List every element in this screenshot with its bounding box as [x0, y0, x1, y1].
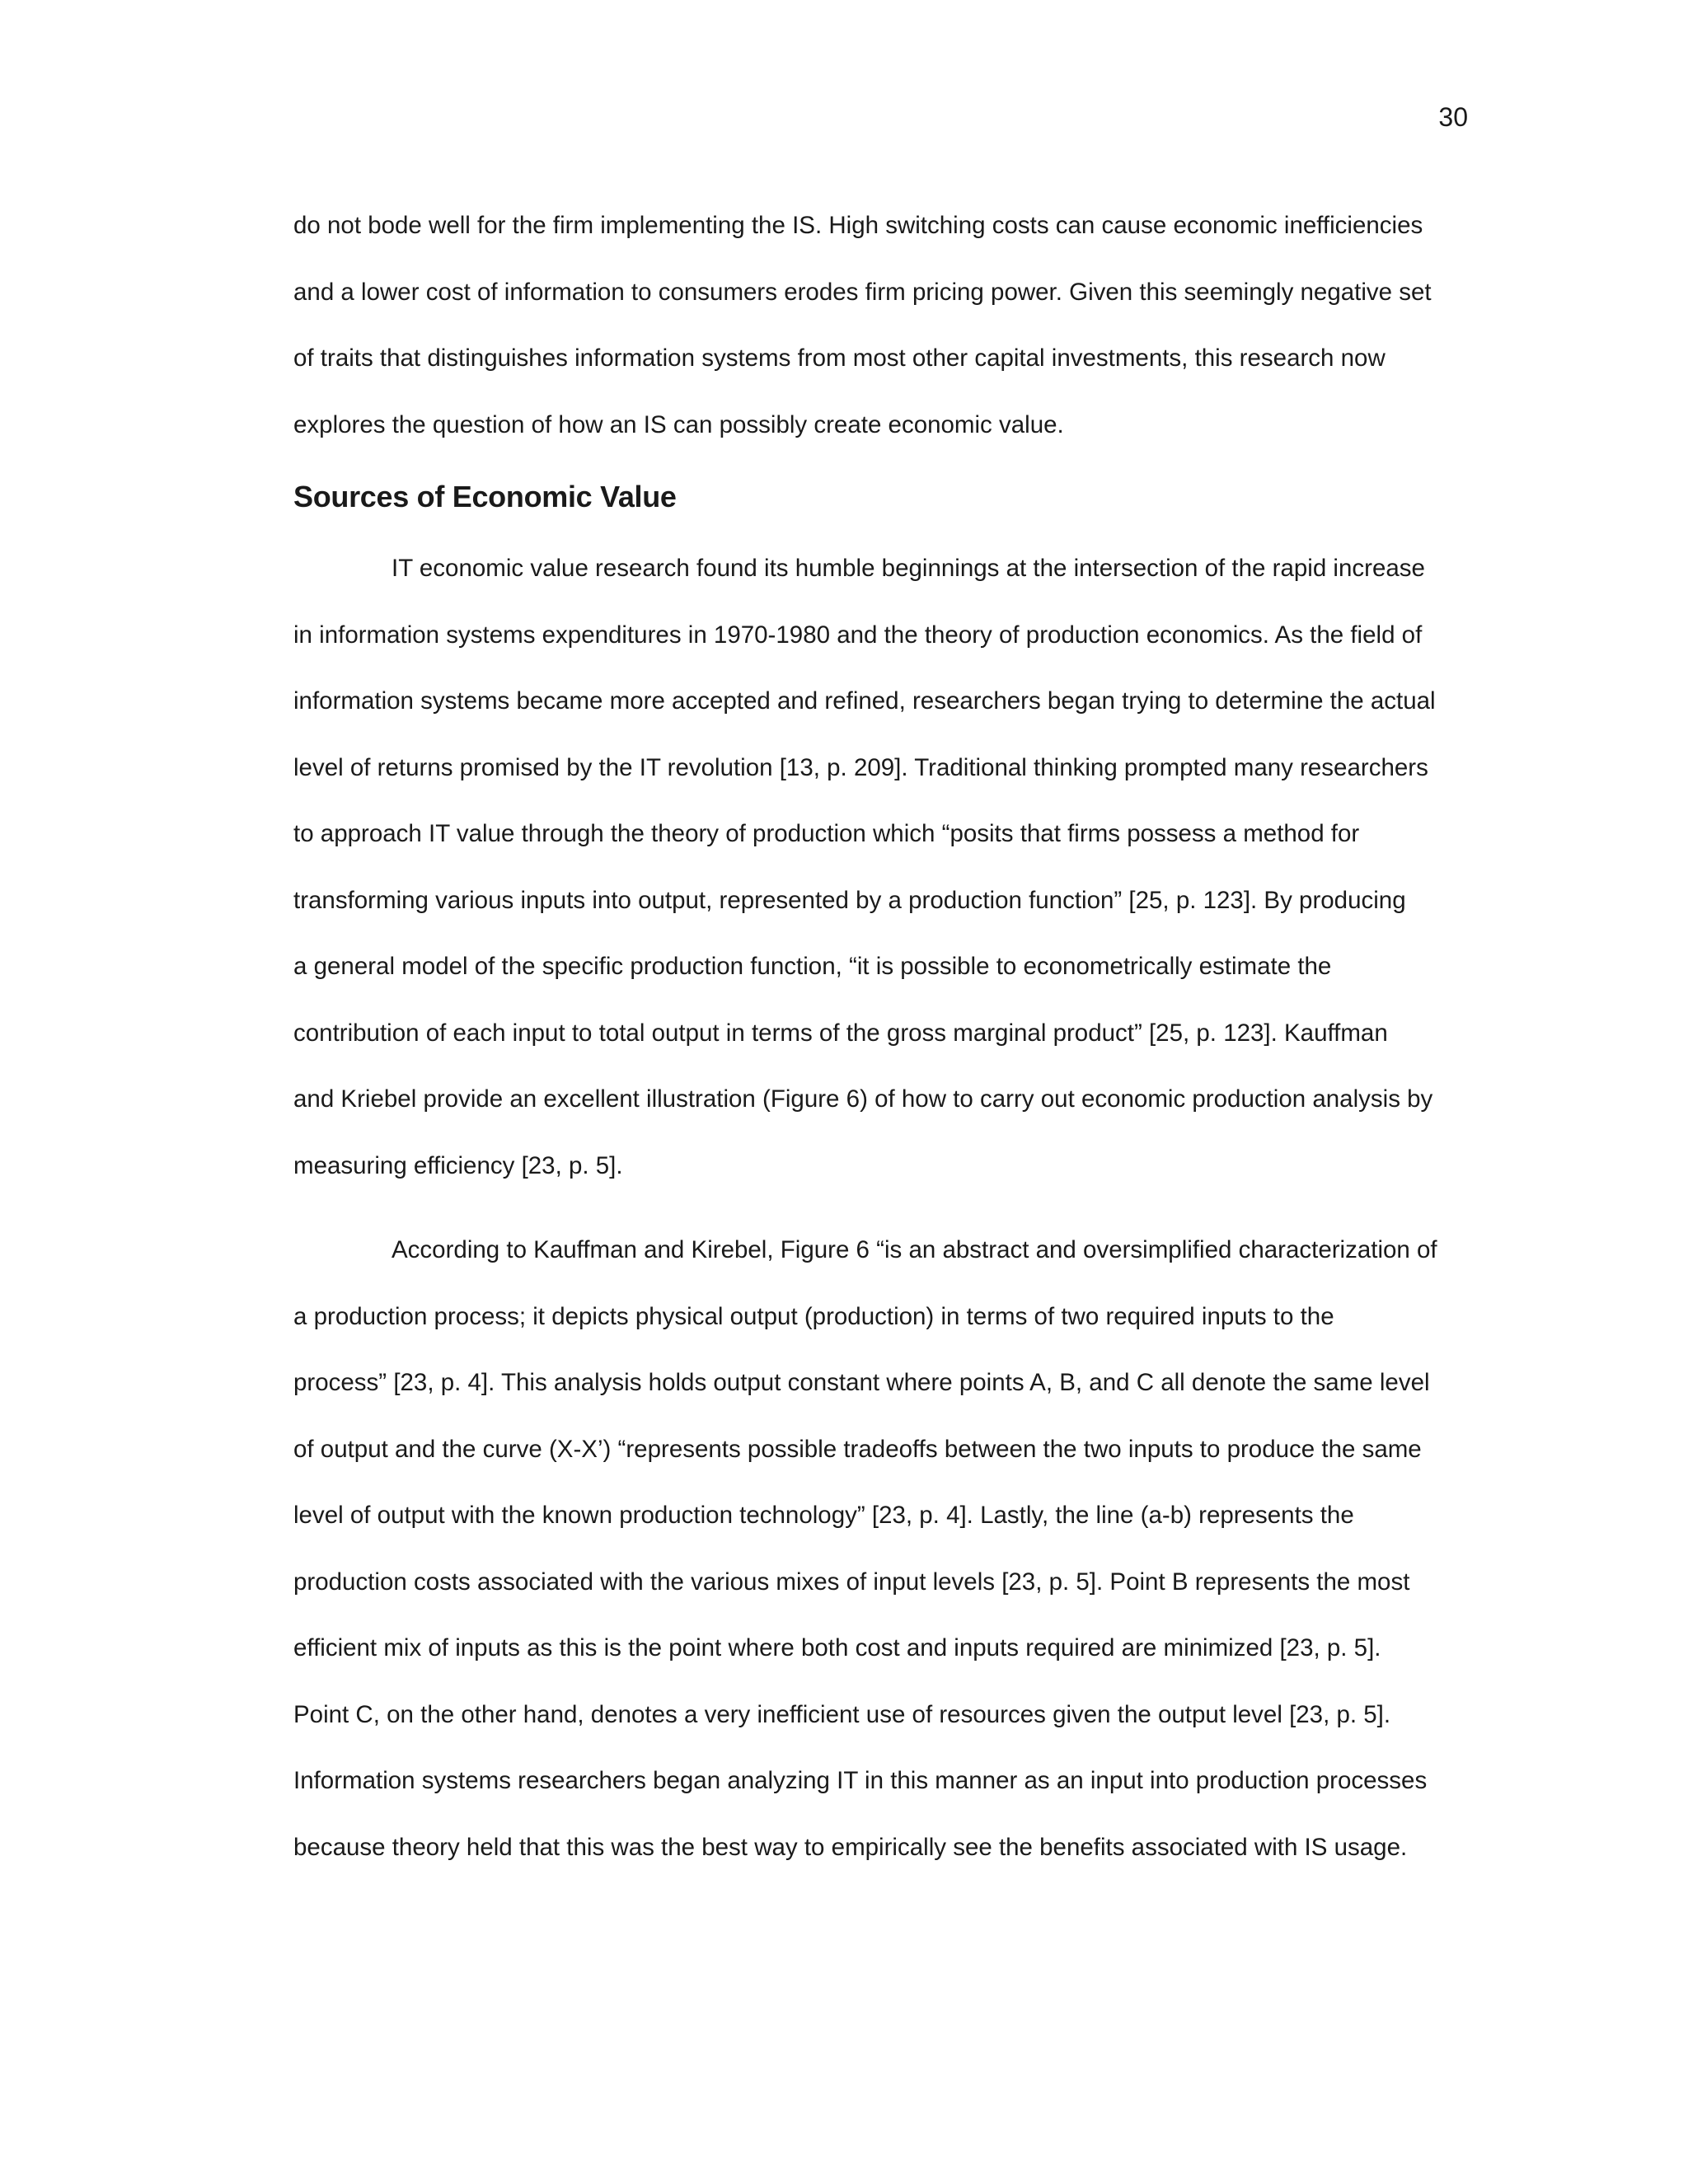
text-line: to approach IT value through the theory of production which “posits that firms possess a method for: [293, 820, 1360, 847]
text-line: of traits that distinguishes information systems from most other capital investments, this research now: [293, 344, 1386, 372]
text-line: According to Kauffman and Kirebel, Figure 6 “is an abstract and oversimplified characterization of: [392, 1236, 1437, 1263]
text-line: do not bode well for the firm implementing the IS. High switching costs can cause economic inefficiencies: [293, 212, 1423, 239]
text-line: IT economic value research found its humble beginnings at the intersection of the rapid increase: [392, 555, 1425, 582]
text-line: production costs associated with the various mixes of input levels [23, p. 5]. Point B represents the most: [293, 1568, 1410, 1596]
intro-paragraph: [293, 193, 1477, 458]
text-line: a production process; it depicts physical output (production) in terms of two required inputs to the: [293, 1302, 1334, 1330]
text-line: of output and the curve (X-X’) “represents possible tradeoffs between the two inputs to produce the same: [293, 1435, 1422, 1463]
text-line: and a lower cost of information to consumers erodes firm pricing power. Given this seemingly negative set: [293, 278, 1432, 306]
paragraph-figure-6-analysis: [293, 1217, 1477, 1881]
paragraph-production-theory: [293, 536, 1477, 1199]
text-line: Information systems researchers began analyzing IT in this manner as an input into production processes: [293, 1767, 1428, 1794]
text-line: contribution of each input to total output in terms of the gross marginal product” [25, p. 123]. Kauffman: [293, 1019, 1388, 1047]
text-line: information systems became more accepted and refined, researchers began trying to determine the actual: [293, 687, 1436, 715]
text-line: level of output with the known production technology” [23, p. 4]. Lastly, the line (a-b) represents the: [293, 1502, 1354, 1529]
text-line: transforming various inputs into output, represented by a production function” [25, p. 123]. By producing: [293, 886, 1406, 914]
text-line: because theory held that this was the best way to empirically see the benefits associated with IS usage.: [293, 1833, 1408, 1861]
text-line: in information systems expenditures in 1970-1980 and the theory of production economics. As the field of: [293, 621, 1423, 649]
section-heading: Sources of Economic Value: [293, 480, 677, 513]
text-line: process” [23, p. 4]. This analysis holds output constant where points A, B, and C all denote the same level: [293, 1369, 1430, 1396]
body-text: [293, 193, 1477, 1881]
text-line: level of returns promised by the IT revolution [13, p. 209]. Traditional thinking prompted many researchers: [293, 753, 1428, 781]
text-line: a general model of the specific production function, “it is possible to econometrically estimate the: [293, 953, 1332, 980]
text-line: measuring efficiency [23, p. 5].: [293, 1151, 623, 1179]
text-line: efficient mix of inputs as this is the point where both cost and inputs required are minimized [23, p. 5].: [293, 1634, 1381, 1661]
page-number: 30: [1438, 102, 1468, 132]
text-line: and Kriebel provide an excellent illustration (Figure 6) of how to carry out economic production analysis by: [293, 1085, 1433, 1113]
text-line: explores the question of how an IS can possibly create economic value.: [293, 410, 1064, 438]
text-line: Point C, on the other hand, denotes a very inefficient use of resources given the output level [23, p. 5].: [293, 1700, 1391, 1728]
paragraph-spacer: [293, 1199, 1477, 1217]
